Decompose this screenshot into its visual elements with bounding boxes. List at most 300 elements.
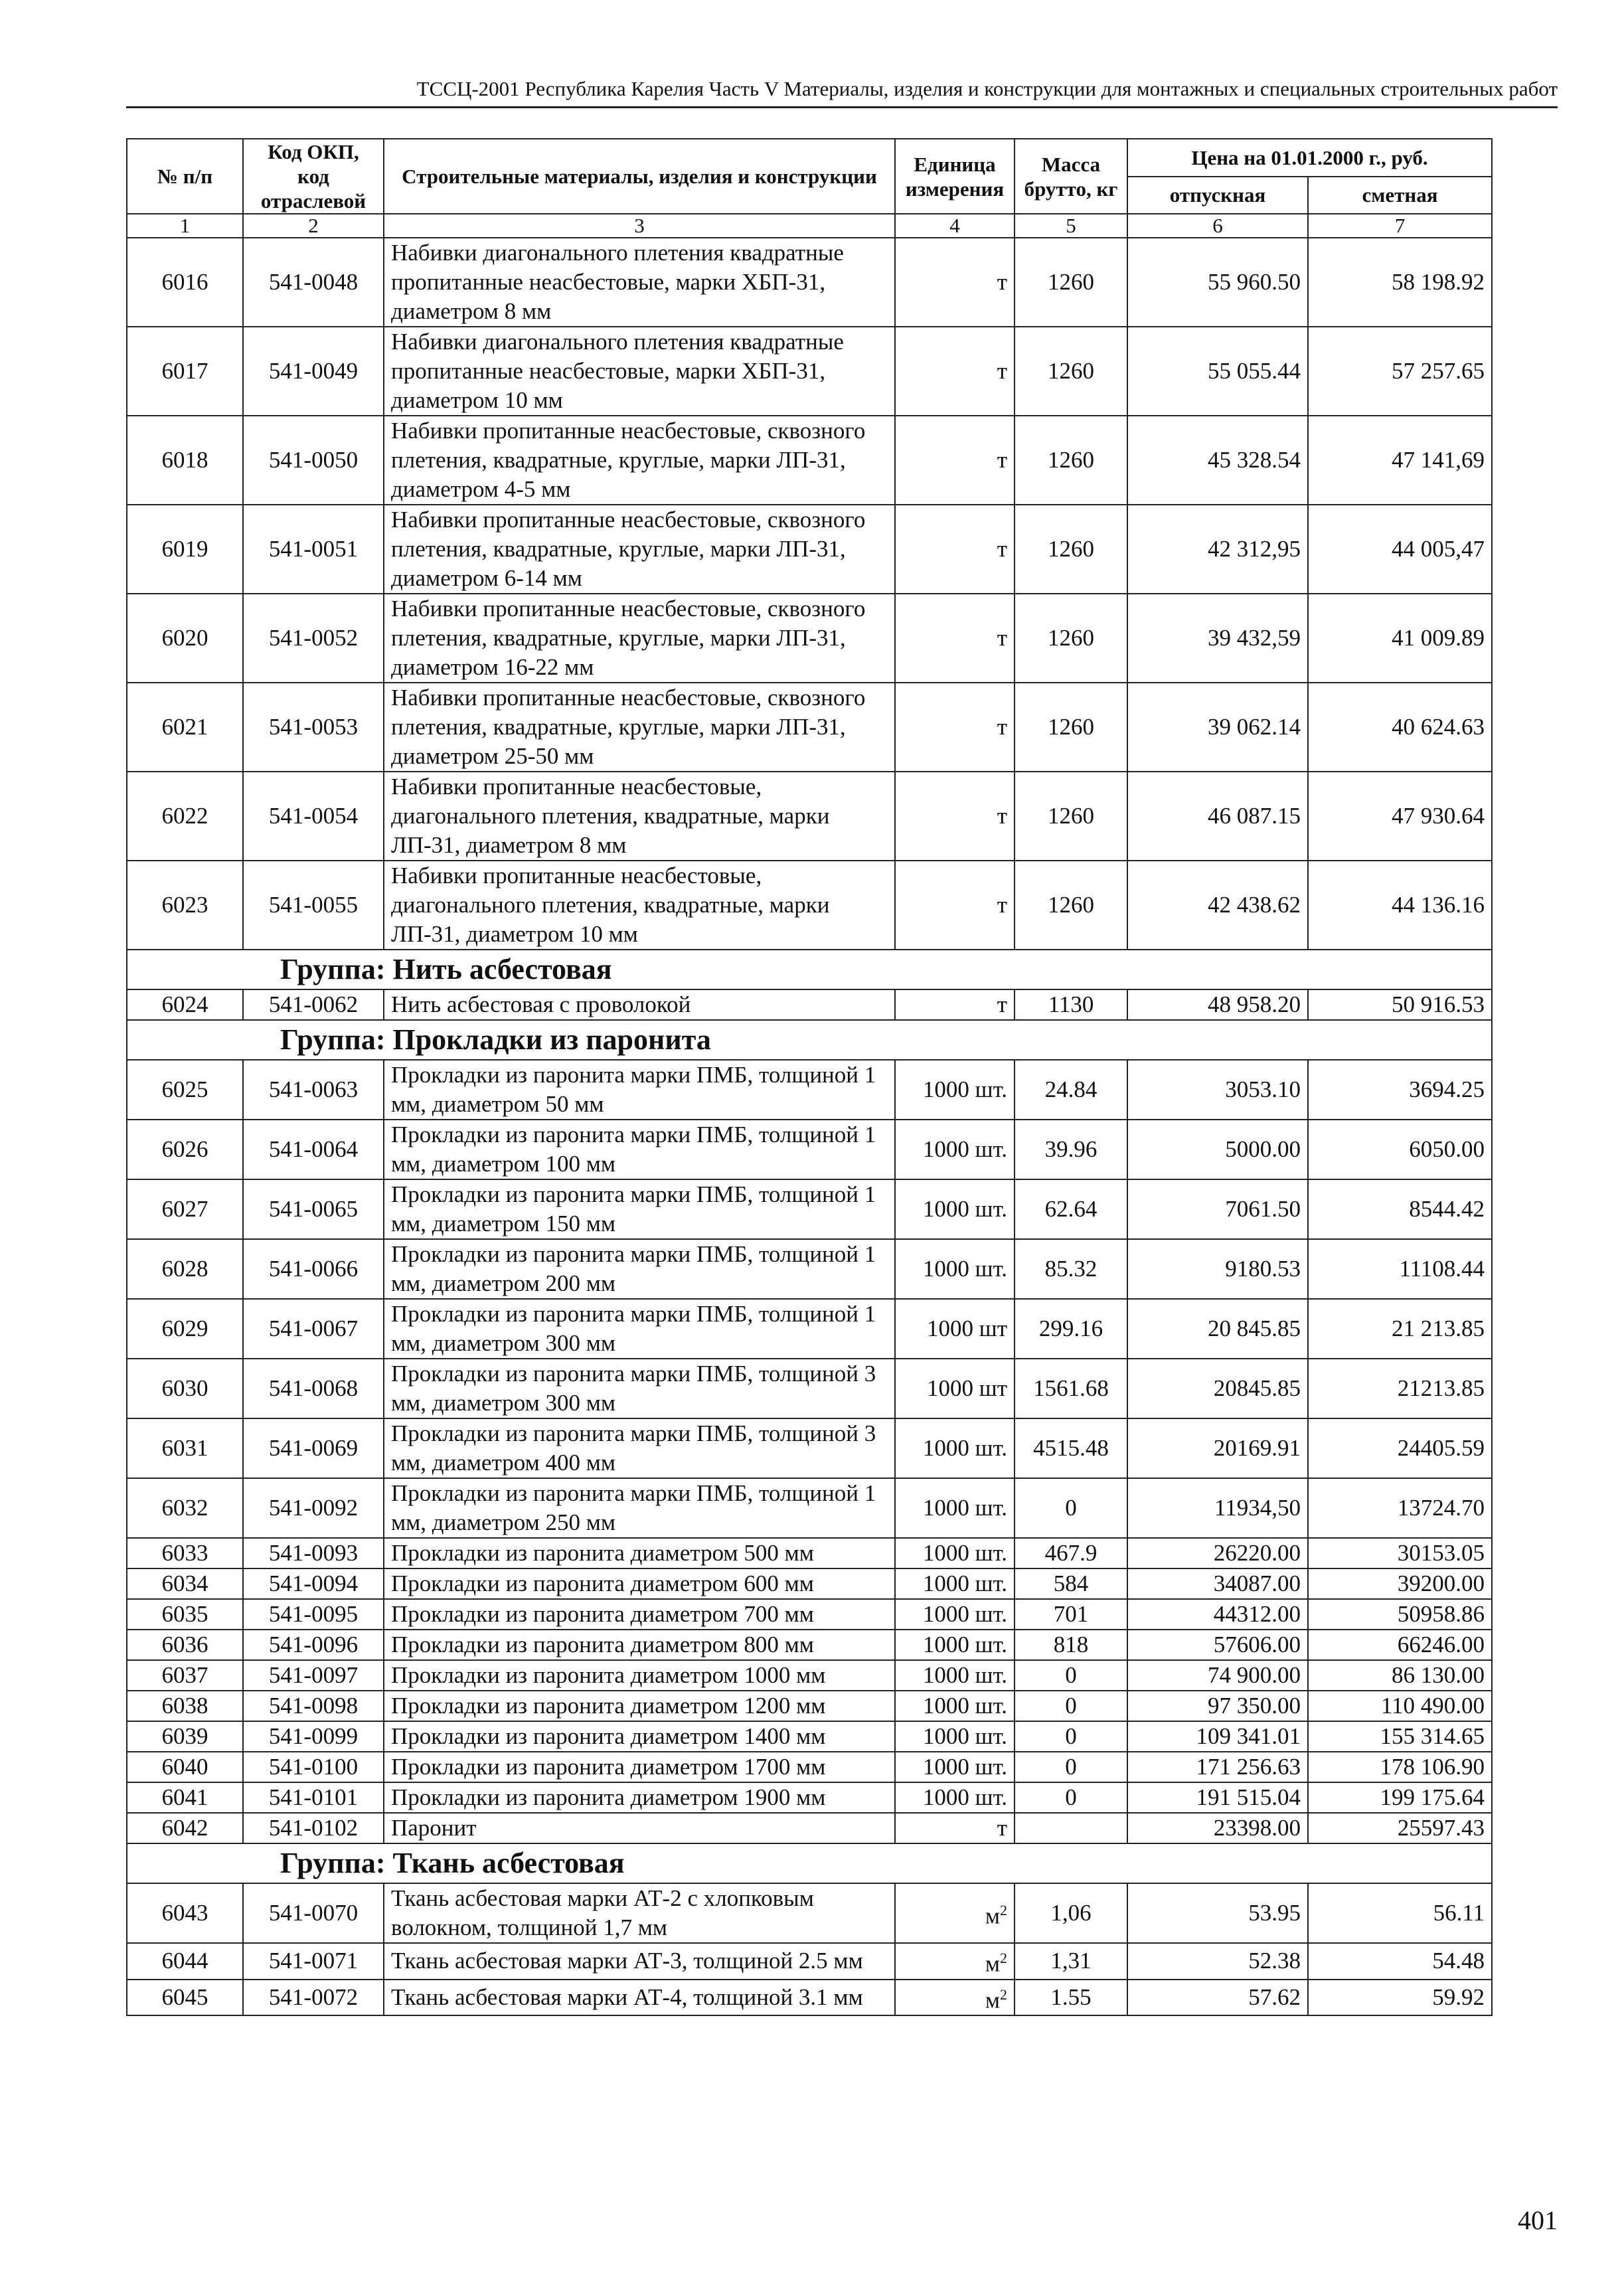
cell-code: 541-0053 <box>243 683 384 772</box>
table-row <box>127 1418 1492 1478</box>
table-row <box>127 1980 1492 2016</box>
cell-estimate-price: 155 314.65 <box>1308 1721 1492 1752</box>
cell-name: Прокладки из паронита марки ПМБ, толщиной 1 мм, диаметром 100 мм <box>384 1120 895 1179</box>
cell-mass: 1,06 <box>1015 1883 1127 1943</box>
cell-num: 6041 <box>127 1782 243 1813</box>
cell-release-price: 20169.91 <box>1127 1418 1308 1478</box>
column-number: 6 <box>1127 214 1308 238</box>
cell-unit <box>895 1980 1015 2016</box>
table-row <box>127 1883 1492 1943</box>
cell-mass: 299.16 <box>1015 1299 1127 1359</box>
cell-unit <box>895 594 1015 683</box>
unit-text: т <box>997 625 1007 651</box>
cell-estimate-price: 25597.43 <box>1308 1813 1492 1843</box>
unit-text: т <box>997 358 1007 384</box>
cell-release-price: 44312.00 <box>1127 1599 1308 1630</box>
cell-unit <box>895 1660 1015 1691</box>
table-row <box>127 327 1492 416</box>
table-row <box>127 1179 1492 1239</box>
cell-name: Ткань асбестовая марки АТ-4, толщиной 3.1 мм <box>384 1980 895 2016</box>
cell-code: 541-0096 <box>243 1630 384 1660</box>
column-number-row <box>127 214 1492 238</box>
cell-unit <box>895 1239 1015 1299</box>
table-row <box>127 1752 1492 1782</box>
table-row <box>127 989 1492 1020</box>
cell-mass: 1,31 <box>1015 1943 1127 1980</box>
cell-code: 541-0064 <box>243 1120 384 1179</box>
table-header <box>127 139 1492 238</box>
cell-estimate-price: 110 490.00 <box>1308 1691 1492 1721</box>
cell-num: 6039 <box>127 1721 243 1752</box>
cell-unit <box>895 1599 1015 1630</box>
cell-mass: 1260 <box>1015 327 1127 416</box>
unit-text: т <box>997 536 1007 562</box>
table-row <box>127 1478 1492 1538</box>
unit-text: 1000 шт. <box>922 1136 1007 1162</box>
unit-text: т <box>997 269 1007 295</box>
cell-release-price: 20 845.85 <box>1127 1299 1308 1359</box>
cell-release-price: 39 062.14 <box>1127 683 1308 772</box>
cell-mass: 1260 <box>1015 505 1127 594</box>
unit-text: м <box>985 1903 1000 1929</box>
cell-num: 6028 <box>127 1239 243 1299</box>
cell-unit <box>895 1359 1015 1418</box>
table-row <box>127 238 1492 327</box>
cell-num: 6043 <box>127 1883 243 1943</box>
cell-unit <box>895 989 1015 1020</box>
table-row <box>127 594 1492 683</box>
cell-mass: 1561.68 <box>1015 1359 1127 1418</box>
cell-name: Набивки пропитанные неасбестовые, сквозного плетения, квадратные, круглые, марки ЛП-31, диаметром 4-5 мм <box>384 416 895 505</box>
cell-code: 541-0069 <box>243 1418 384 1478</box>
column-number: 2 <box>243 214 384 238</box>
table-row <box>127 1660 1492 1691</box>
cell-name: Прокладки из паронита диаметром 500 мм <box>384 1538 895 1568</box>
cell-num: 6045 <box>127 1980 243 2016</box>
cell-code: 541-0100 <box>243 1752 384 1782</box>
column-number: 5 <box>1015 214 1127 238</box>
table-row <box>127 1721 1492 1752</box>
table-row <box>127 1630 1492 1660</box>
cell-num: 6044 <box>127 1943 243 1980</box>
table-body <box>127 238 1492 2015</box>
cell-estimate-price: 178 106.90 <box>1308 1752 1492 1782</box>
table-row <box>127 1060 1492 1120</box>
cell-mass: 584 <box>1015 1568 1127 1599</box>
cell-code: 541-0099 <box>243 1721 384 1752</box>
cell-release-price: 20845.85 <box>1127 1359 1308 1418</box>
header-name: Строительные материалы, изделия и конструкции <box>384 139 895 214</box>
cell-estimate-price: 56.11 <box>1308 1883 1492 1943</box>
cell-name: Прокладки из паронита диаметром 1900 мм <box>384 1782 895 1813</box>
cell-code: 541-0092 <box>243 1478 384 1538</box>
cell-name: Нить асбестовая с проволокой <box>384 989 895 1020</box>
cell-unit <box>895 1299 1015 1359</box>
cell-num: 6018 <box>127 416 243 505</box>
cell-release-price: 97 350.00 <box>1127 1691 1308 1721</box>
cell-code: 541-0066 <box>243 1239 384 1299</box>
cell-name: Паронит <box>384 1813 895 1843</box>
cell-release-price: 74 900.00 <box>1127 1660 1308 1691</box>
cell-estimate-price: 50958.86 <box>1308 1599 1492 1630</box>
table-row <box>127 1599 1492 1630</box>
cell-unit <box>895 1943 1015 1980</box>
unit-text: 1000 шт. <box>922 1662 1007 1688</box>
header-title: ТССЦ-2001 Республика Карелия Часть V Материалы, изделия и конструкции для монтажных и специальных строительных работ <box>416 77 1558 100</box>
cell-code: 541-0098 <box>243 1691 384 1721</box>
cell-name: Набивки диагонального плетения квадратные пропитанные неасбестовые, марки ХБП-31, диаметром 10 мм <box>384 327 895 416</box>
cell-release-price: 191 515.04 <box>1127 1782 1308 1813</box>
unit-text: м <box>985 1950 1000 1977</box>
cell-code: 541-0051 <box>243 505 384 594</box>
cell-num: 6034 <box>127 1568 243 1599</box>
cell-code: 541-0070 <box>243 1883 384 1943</box>
cell-code: 541-0097 <box>243 1660 384 1691</box>
unit-superscript: 2 <box>1000 1950 1007 1966</box>
cell-estimate-price: 6050.00 <box>1308 1120 1492 1179</box>
cell-estimate-price: 50 916.53 <box>1308 989 1492 1020</box>
cell-estimate-price: 57 257.65 <box>1308 327 1492 416</box>
cell-name: Набивки пропитанные неасбестовые, диагонального плетения, квадратные, марки ЛП-31, диаметром 10 мм <box>384 861 895 950</box>
cell-estimate-price: 39200.00 <box>1308 1568 1492 1599</box>
column-number: 7 <box>1308 214 1492 238</box>
cell-num: 6019 <box>127 505 243 594</box>
table-row <box>127 1943 1492 1980</box>
header-num: № п/п <box>127 139 243 214</box>
header-price: Цена на 01.01.2000 г., руб. <box>1127 139 1492 177</box>
unit-superscript: 2 <box>1000 1986 1007 2003</box>
cell-num: 6024 <box>127 989 243 1020</box>
cell-name: Прокладки из паронита марки ПМБ, толщиной 3 мм, диаметром 400 мм <box>384 1418 895 1478</box>
group-row <box>127 1020 1492 1060</box>
cell-unit <box>895 1418 1015 1478</box>
cell-mass: 0 <box>1015 1782 1127 1813</box>
cell-code: 541-0063 <box>243 1060 384 1120</box>
header-release: отпускная <box>1127 177 1308 214</box>
cell-release-price: 55 055.44 <box>1127 327 1308 416</box>
cell-release-price: 7061.50 <box>1127 1179 1308 1239</box>
unit-text: 1000 шт. <box>922 1754 1007 1780</box>
cell-unit <box>895 1721 1015 1752</box>
cell-mass: 0 <box>1015 1752 1127 1782</box>
cell-mass: 0 <box>1015 1721 1127 1752</box>
cell-unit <box>895 1120 1015 1179</box>
cell-mass: 0 <box>1015 1660 1127 1691</box>
cell-unit <box>895 1568 1015 1599</box>
cell-mass: 0 <box>1015 1691 1127 1721</box>
cell-name: Прокладки из паронита марки ПМБ, толщиной 1 мм, диаметром 200 мм <box>384 1239 895 1299</box>
cell-code: 541-0095 <box>243 1599 384 1630</box>
cell-mass: 39.96 <box>1015 1120 1127 1179</box>
cell-release-price: 52.38 <box>1127 1943 1308 1980</box>
cell-name: Набивки пропитанные неасбестовые, диагонального плетения, квадратные, марки ЛП-31, диаметром 8 мм <box>384 772 895 861</box>
cell-num: 6030 <box>127 1359 243 1418</box>
cell-unit <box>895 238 1015 327</box>
cell-mass: 24.84 <box>1015 1060 1127 1120</box>
cell-code: 541-0054 <box>243 772 384 861</box>
cell-code: 541-0072 <box>243 1980 384 2016</box>
table-row <box>127 861 1492 950</box>
cell-name: Ткань асбестовая марки АТ-2 с хлопковым волокном, толщиной 1,7 мм <box>384 1883 895 1943</box>
table-row <box>127 416 1492 505</box>
cell-estimate-price: 44 136.16 <box>1308 861 1492 950</box>
cell-mass: 1260 <box>1015 772 1127 861</box>
cell-code: 541-0049 <box>243 327 384 416</box>
cell-unit <box>895 1179 1015 1239</box>
cell-release-price: 53.95 <box>1127 1883 1308 1943</box>
cell-release-price: 45 328.54 <box>1127 416 1308 505</box>
cell-num: 6032 <box>127 1478 243 1538</box>
table-row <box>127 683 1492 772</box>
cell-estimate-price: 13724.70 <box>1308 1478 1492 1538</box>
cell-name: Прокладки из паронита марки ПМБ, толщиной 1 мм, диаметром 300 мм <box>384 1299 895 1359</box>
cell-name: Прокладки из паронита марки ПМБ, толщиной 1 мм, диаметром 50 мм <box>384 1060 895 1120</box>
cell-mass: 467.9 <box>1015 1538 1127 1568</box>
cell-estimate-price: 199 175.64 <box>1308 1782 1492 1813</box>
table-row <box>127 1538 1492 1568</box>
header-estimate: сметная <box>1308 177 1492 214</box>
cell-unit <box>895 1060 1015 1120</box>
cell-mass: 701 <box>1015 1599 1127 1630</box>
unit-superscript: 2 <box>1000 1901 1007 1918</box>
cell-release-price: 39 432,59 <box>1127 594 1308 683</box>
cell-unit <box>895 1478 1015 1538</box>
header-mass: Масса брутто, кг <box>1015 139 1127 214</box>
cell-unit <box>895 1782 1015 1813</box>
cell-unit <box>895 327 1015 416</box>
cell-name: Набивки пропитанные неасбестовые, сквозного плетения, квадратные, круглые, марки ЛП-31, диаметром 6-14 мм <box>384 505 895 594</box>
table-row <box>127 1359 1492 1418</box>
page-header <box>126 72 1558 108</box>
cell-unit <box>895 772 1015 861</box>
cell-mass: 4515.48 <box>1015 1418 1127 1478</box>
cell-code: 541-0052 <box>243 594 384 683</box>
cell-unit <box>895 1538 1015 1568</box>
cell-num: 6042 <box>127 1813 243 1843</box>
cell-estimate-price: 58 198.92 <box>1308 238 1492 327</box>
cell-release-price: 109 341.01 <box>1127 1721 1308 1752</box>
unit-text: 1000 шт <box>927 1315 1007 1341</box>
unit-text: 1000 шт. <box>922 1601 1007 1627</box>
unit-text: 1000 шт. <box>922 1196 1007 1222</box>
cell-num: 6026 <box>127 1120 243 1179</box>
cell-release-price: 3053.10 <box>1127 1060 1308 1120</box>
cell-release-price: 55 960.50 <box>1127 238 1308 327</box>
unit-text: т <box>997 714 1007 740</box>
cell-estimate-price: 24405.59 <box>1308 1418 1492 1478</box>
cell-estimate-price: 86 130.00 <box>1308 1660 1492 1691</box>
cell-name: Прокладки из паронита диаметром 800 мм <box>384 1630 895 1660</box>
cell-num: 6033 <box>127 1538 243 1568</box>
unit-text: 1000 шт. <box>922 1784 1007 1810</box>
cell-release-price: 48 958.20 <box>1127 989 1308 1020</box>
group-row <box>127 950 1492 989</box>
unit-text: 1000 шт. <box>922 1723 1007 1749</box>
cell-num: 6025 <box>127 1060 243 1120</box>
cell-release-price: 23398.00 <box>1127 1813 1308 1843</box>
cell-mass: 1260 <box>1015 416 1127 505</box>
cell-unit <box>895 1883 1015 1943</box>
cell-code: 541-0071 <box>243 1943 384 1980</box>
cell-release-price: 9180.53 <box>1127 1239 1308 1299</box>
unit-text: 1000 шт. <box>922 1693 1007 1719</box>
cell-name: Набивки пропитанные неасбестовые, сквозного плетения, квадратные, круглые, марки ЛП-31, диаметром 25-50 мм <box>384 683 895 772</box>
group-title: Группа: Нить асбестовая <box>127 950 1492 989</box>
cell-name: Прокладки из паронита марки ПМБ, толщиной 1 мм, диаметром 150 мм <box>384 1179 895 1239</box>
unit-text: 1000 шт. <box>922 1632 1007 1657</box>
header-unit: Единица измерения <box>895 139 1015 214</box>
column-number: 3 <box>384 214 895 238</box>
group-title: Группа: Ткань асбестовая <box>127 1843 1492 1883</box>
group-title: Группа: Прокладки из паронита <box>127 1020 1492 1060</box>
cell-mass: 1260 <box>1015 683 1127 772</box>
cell-mass: 0 <box>1015 1478 1127 1538</box>
cell-name: Прокладки из паронита диаметром 1200 мм <box>384 1691 895 1721</box>
cell-release-price: 42 312,95 <box>1127 505 1308 594</box>
table-row <box>127 1782 1492 1813</box>
cell-release-price: 26220.00 <box>1127 1538 1308 1568</box>
cell-estimate-price: 11108.44 <box>1308 1239 1492 1299</box>
cell-mass: 85.32 <box>1015 1239 1127 1299</box>
unit-text: 1000 шт. <box>922 1256 1007 1282</box>
cell-mass: 1.55 <box>1015 1980 1127 2016</box>
cell-unit <box>895 416 1015 505</box>
cell-mass: 818 <box>1015 1630 1127 1660</box>
unit-text: 1000 шт. <box>922 1435 1007 1461</box>
cell-unit <box>895 1752 1015 1782</box>
cell-num: 6037 <box>127 1660 243 1691</box>
cell-code: 541-0094 <box>243 1568 384 1599</box>
cell-release-price: 34087.00 <box>1127 1568 1308 1599</box>
unit-text: м <box>985 1987 1000 2013</box>
cell-num: 6017 <box>127 327 243 416</box>
cell-name: Набивки пропитанные неасбестовые, сквозного плетения, квадратные, круглые, марки ЛП-31, диаметром 16-22 мм <box>384 594 895 683</box>
cell-num: 6021 <box>127 683 243 772</box>
cell-estimate-price: 30153.05 <box>1308 1538 1492 1568</box>
cell-release-price: 42 438.62 <box>1127 861 1308 950</box>
cell-unit <box>895 861 1015 950</box>
cell-num: 6035 <box>127 1599 243 1630</box>
cell-name: Набивки диагонального плетения квадратные пропитанные неасбестовые, марки ХБП-31, диаметром 8 мм <box>384 238 895 327</box>
cell-release-price: 11934,50 <box>1127 1478 1308 1538</box>
cell-num: 6016 <box>127 238 243 327</box>
cell-estimate-price: 8544.42 <box>1308 1179 1492 1239</box>
cell-name: Прокладки из паронита диаметром 1400 мм <box>384 1721 895 1752</box>
cell-release-price: 46 087.15 <box>1127 772 1308 861</box>
cell-name: Прокладки из паронита диаметром 700 мм <box>384 1599 895 1630</box>
cell-estimate-price: 66246.00 <box>1308 1630 1492 1660</box>
cell-estimate-price: 21213.85 <box>1308 1359 1492 1418</box>
cell-unit <box>895 683 1015 772</box>
cell-estimate-price: 47 930.64 <box>1308 772 1492 861</box>
unit-text: 1000 шт. <box>922 1540 1007 1566</box>
cell-name: Ткань асбестовая марки АТ-3, толщиной 2.5 мм <box>384 1943 895 1980</box>
cell-num: 6031 <box>127 1418 243 1478</box>
cell-estimate-price: 54.48 <box>1308 1943 1492 1980</box>
table-row <box>127 1239 1492 1299</box>
unit-text: 1000 шт. <box>922 1076 1007 1102</box>
cell-name: Прокладки из паронита диаметром 1000 мм <box>384 1660 895 1691</box>
cell-code: 541-0055 <box>243 861 384 950</box>
cell-estimate-price: 40 624.63 <box>1308 683 1492 772</box>
table-row <box>127 1568 1492 1599</box>
cell-code: 541-0048 <box>243 238 384 327</box>
cell-unit <box>895 505 1015 594</box>
unit-text: т <box>997 803 1007 829</box>
unit-text: 1000 шт. <box>922 1570 1007 1596</box>
cell-release-price: 57.62 <box>1127 1980 1308 2016</box>
unit-text: т <box>997 991 1007 1017</box>
cell-mass: 1260 <box>1015 594 1127 683</box>
cell-num: 6020 <box>127 594 243 683</box>
cell-code: 541-0050 <box>243 416 384 505</box>
cell-estimate-price: 41 009.89 <box>1308 594 1492 683</box>
cell-mass: 62.64 <box>1015 1179 1127 1239</box>
unit-text: т <box>997 1815 1007 1841</box>
cell-code: 541-0065 <box>243 1179 384 1239</box>
cell-release-price: 5000.00 <box>1127 1120 1308 1179</box>
cell-release-price: 171 256.63 <box>1127 1752 1308 1782</box>
cell-estimate-price: 21 213.85 <box>1308 1299 1492 1359</box>
cell-code: 541-0093 <box>243 1538 384 1568</box>
cell-name: Прокладки из паронита диаметром 600 мм <box>384 1568 895 1599</box>
table-row <box>127 1813 1492 1843</box>
unit-text: 1000 шт. <box>922 1495 1007 1521</box>
cell-code: 541-0062 <box>243 989 384 1020</box>
cell-name: Прокладки из паронита диаметром 1700 мм <box>384 1752 895 1782</box>
cell-mass: 1260 <box>1015 238 1127 327</box>
cell-unit <box>895 1813 1015 1843</box>
cell-num: 6038 <box>127 1691 243 1721</box>
cell-num: 6036 <box>127 1630 243 1660</box>
cell-num: 6023 <box>127 861 243 950</box>
price-table <box>126 138 1493 2016</box>
cell-estimate-price: 59.92 <box>1308 1980 1492 2016</box>
column-number: 4 <box>895 214 1015 238</box>
unit-text: т <box>997 892 1007 918</box>
table-row <box>127 1691 1492 1721</box>
cell-estimate-price: 3694.25 <box>1308 1060 1492 1120</box>
cell-code: 541-0101 <box>243 1782 384 1813</box>
column-number: 1 <box>127 214 243 238</box>
cell-code: 541-0067 <box>243 1299 384 1359</box>
table-row <box>127 1299 1492 1359</box>
header-okp: Код ОКП, код отраслевой <box>243 139 384 214</box>
cell-num: 6022 <box>127 772 243 861</box>
group-row <box>127 1843 1492 1883</box>
cell-mass: 1260 <box>1015 861 1127 950</box>
table-row <box>127 1120 1492 1179</box>
cell-estimate-price: 44 005,47 <box>1308 505 1492 594</box>
cell-code: 541-0102 <box>243 1813 384 1843</box>
cell-unit <box>895 1691 1015 1721</box>
cell-release-price: 57606.00 <box>1127 1630 1308 1660</box>
cell-mass <box>1015 1813 1127 1843</box>
cell-name: Прокладки из паронита марки ПМБ, толщиной 3 мм, диаметром 300 мм <box>384 1359 895 1418</box>
page-number: 401 <box>1518 2205 1558 2235</box>
cell-code: 541-0068 <box>243 1359 384 1418</box>
cell-num: 6027 <box>127 1179 243 1239</box>
unit-text: 1000 шт <box>927 1375 1007 1401</box>
table-row <box>127 505 1492 594</box>
cell-num: 6029 <box>127 1299 243 1359</box>
cell-unit <box>895 1630 1015 1660</box>
unit-text: т <box>997 447 1007 473</box>
cell-num: 6040 <box>127 1752 243 1782</box>
cell-estimate-price: 47 141,69 <box>1308 416 1492 505</box>
cell-mass: 1130 <box>1015 989 1127 1020</box>
table-row <box>127 772 1492 861</box>
